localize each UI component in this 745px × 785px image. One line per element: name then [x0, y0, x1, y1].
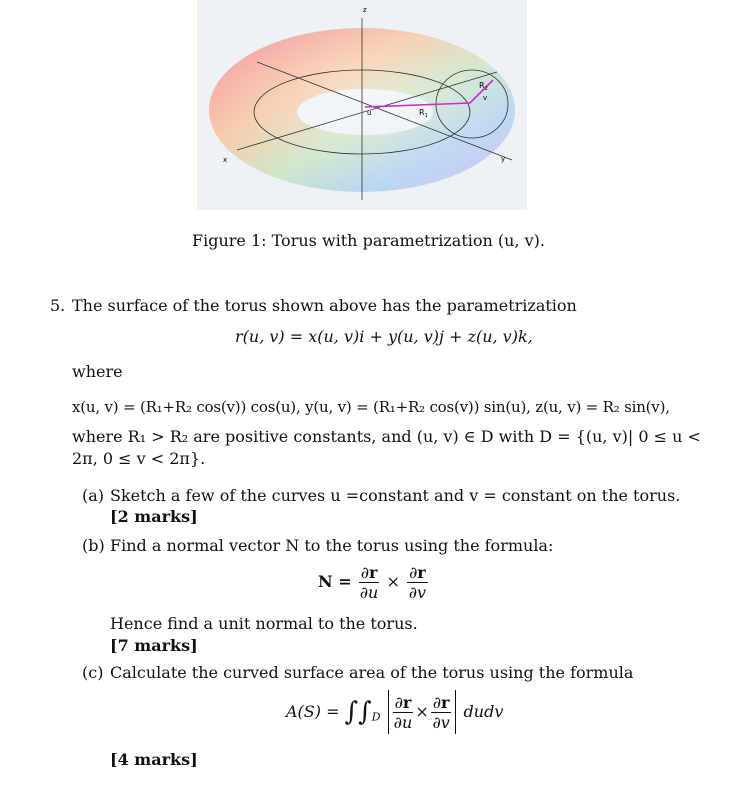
area-partial-r-u: $\frac{\partial r}{\partial u}$: [393, 692, 413, 732]
part-a-marks: [2 marks]: [110, 507, 198, 526]
r2-label: $R_2$: [479, 81, 488, 92]
area-lhs: A(S) =: [286, 702, 340, 721]
part-b-followup: Hence find a unit normal to the torus.: [110, 614, 418, 633]
constraints-line-2: 2π, 0 ≤ v < 2π}.: [72, 449, 206, 468]
constraints-line-1: where R₁ > R₂ are positive constants, and (u, v) ∈ D with D = {(u, v)| 0 ≤ u <: [72, 427, 701, 446]
normal-vector-formula: [318, 563, 430, 602]
part-c-label: (c): [82, 663, 104, 682]
partial-r-u: $\frac{\partial r}{\partial u}$: [359, 563, 379, 602]
area-dudv: dudv: [463, 702, 504, 721]
surface-area-formula: [286, 690, 503, 734]
torus-figure: [197, 0, 527, 210]
double-integral-sign: ∫∫: [344, 697, 372, 727]
integral-domain: D: [371, 710, 381, 724]
times-sign: ×: [386, 572, 400, 591]
question-number: 5.: [50, 296, 66, 315]
part-b-label: (b): [82, 536, 105, 555]
area-partial-r-v: $\frac{\partial r}{\partial v}$: [432, 692, 450, 732]
question-intro: The surface of the torus shown above has the parametrization: [72, 296, 577, 315]
part-b-text: Find a normal vector N to the torus using the formula:: [110, 536, 554, 555]
where-label: where: [72, 362, 123, 381]
v-label: v: [483, 94, 488, 102]
axis-y-label: y: [501, 155, 506, 163]
axis-z-label: z: [363, 6, 367, 14]
partial-r-v: $\frac{\partial r}{\partial v}$: [408, 563, 427, 602]
axis-x-label: x: [223, 156, 228, 164]
component-equations: x(u, v) = (R₁+R₂ cos(v)) cos(u), y(u, v) = (R₁+R₂ cos(v)) sin(u), z(u, v) = R₂ sin(v),: [72, 398, 670, 416]
part-a-text: Sketch a few of the curves u =constant and v = constant on the torus.: [110, 486, 681, 505]
part-b-marks: [7 marks]: [110, 636, 198, 655]
r1-label: $R_1$: [419, 108, 428, 119]
part-c-text: Calculate the curved surface area of the torus using the formula: [110, 663, 634, 682]
parametrization-equation: r(u, v) = x(u, v)i + y(u, v)j + z(u, v)k,: [235, 327, 533, 346]
figure-caption: Figure 1: Torus with parametrization (u, v).: [192, 231, 545, 250]
part-a-label: (a): [82, 486, 105, 505]
area-times-sign: ×: [415, 702, 429, 721]
formula-lhs: N =: [318, 572, 352, 591]
part-c-marks: [4 marks]: [110, 750, 198, 769]
u-label: u: [367, 109, 372, 117]
